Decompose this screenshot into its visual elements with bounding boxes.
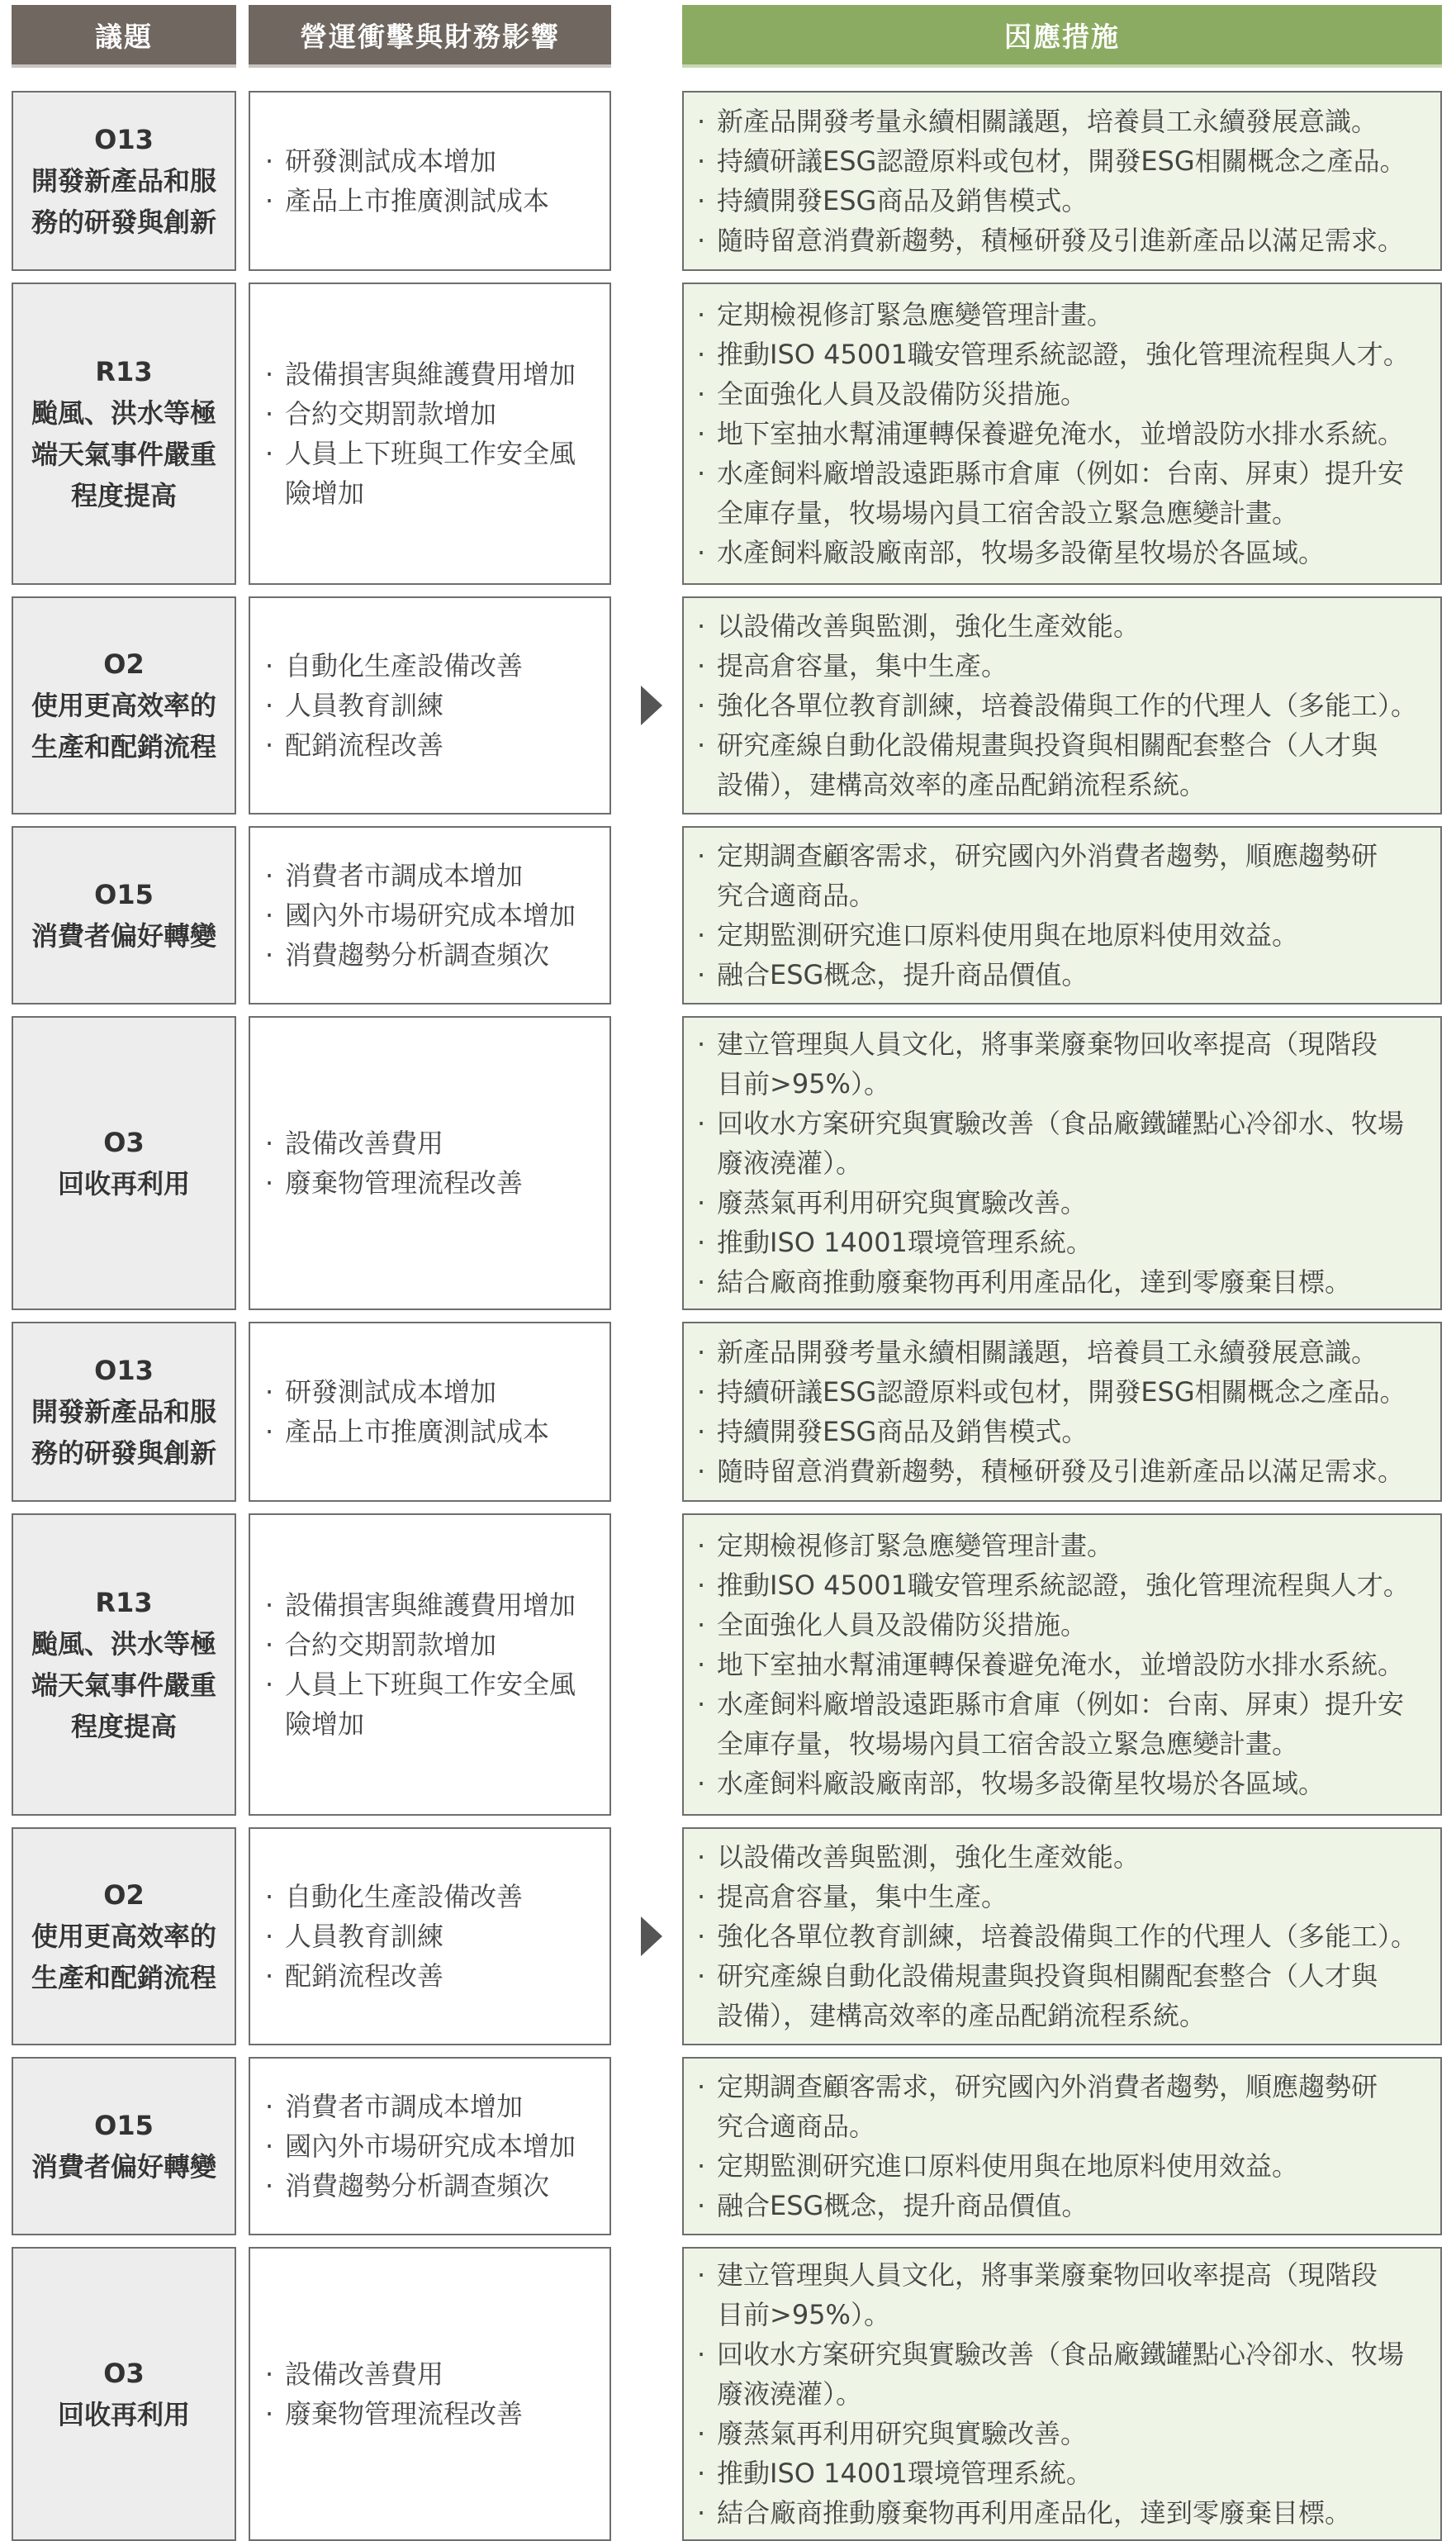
response-item: · 提高倉容量，集中生產。 bbox=[697, 646, 1429, 686]
impact-item: · 自動化生產設備改善 bbox=[265, 1877, 609, 1916]
impact-text: 配銷流程改善 bbox=[285, 1960, 444, 1992]
issue-title-line: 端天氣事件嚴重 bbox=[31, 1669, 216, 1701]
issue-title-line: 回收再利用 bbox=[57, 2399, 190, 2430]
impact-text: 消費者市調成本增加 bbox=[285, 2091, 524, 2122]
response-item: · 持續研議ESG認證原料或包材，開發ESG相關概念之產品。 bbox=[697, 141, 1429, 181]
impact-item: · 消費者市調成本增加 bbox=[265, 856, 609, 895]
impact-text: 人員教育訓練 bbox=[285, 690, 444, 721]
response-text: 推動ISO 45001職安管理系統認證，強化管理流程與人才。 bbox=[717, 1570, 1410, 1601]
response-text: 融合ESG概念，提升商品價值。 bbox=[717, 2190, 1088, 2221]
response-text: 提高倉容量，集中生產。 bbox=[717, 1881, 1008, 1912]
response-text: 隨時留意消費新趨勢，積極研發及引進新產品以滿足需求。 bbox=[717, 1456, 1405, 1487]
impact-item: · 人員教育訓練 bbox=[265, 686, 609, 725]
arrow-right-icon bbox=[641, 1916, 662, 1956]
response-item: · 新產品開發考量永續相關議題，培養員工永續發展意識。 bbox=[697, 102, 1429, 141]
table-row bbox=[0, 2057, 1456, 2235]
impact-item: · 設備損害與維護費用增加 bbox=[265, 1585, 609, 1625]
issue-title-line: 使用更高效率的 bbox=[31, 1921, 216, 1952]
impact-text: 自動化生產設備改善 bbox=[285, 1881, 524, 1912]
issue-title-line: 消費者偏好轉變 bbox=[31, 920, 216, 952]
impact-text: 產品上市推廣測試成本 bbox=[285, 185, 550, 216]
impact-item: · 合約交期罰款增加 bbox=[265, 394, 609, 434]
issue-title-line: 開發新產品和服 bbox=[31, 165, 216, 197]
impact-item: · 研發測試成本增加 bbox=[265, 141, 609, 181]
response-text: 隨時留意消費新趨勢，積極研發及引進新產品以滿足需求。 bbox=[717, 225, 1405, 256]
issue-cell bbox=[12, 2057, 236, 2235]
impact-item: · 廢棄物管理流程改善 bbox=[265, 2394, 609, 2434]
issue-title-line: 回收再利用 bbox=[57, 1168, 190, 1199]
response-item: · 提高倉容量，集中生產。 bbox=[697, 1877, 1429, 1916]
impact-text: 研發測試成本增加 bbox=[285, 145, 497, 177]
response-text: 建立管理與人員文化，將事業廢棄物回收率提高（現階段 目前>95%）。 bbox=[717, 2259, 1378, 2330]
response-text: 持續研議ESG認證原料或包材，開發ESG相關概念之產品。 bbox=[717, 1376, 1406, 1408]
response-item: · 水產飼料廠增設遠距縣市倉庫（例如：台南、屏東）提升安 全庫存量，牧場場內員工宿舍設立緊急應變計畫。 bbox=[697, 454, 1429, 533]
impact-text: 人員上下班與工作安全風 險增加 bbox=[285, 1669, 576, 1740]
impact-text: 消費者市調成本增加 bbox=[285, 860, 524, 891]
response-text: 結合廠商推動廢棄物再利用產品化，達到零廢棄目標。 bbox=[717, 2497, 1352, 2529]
response-text: 水產飼料廠增設遠距縣市倉庫（例如：台南、屏東）提升安 全庫存量，牧場場內員工宿舍設立緊急應變計畫。 bbox=[717, 458, 1405, 529]
impact-cell bbox=[249, 1016, 611, 1310]
response-item: · 水產飼料廠設廠南部，牧場多設衛星牧場於各區域。 bbox=[697, 533, 1429, 572]
impact-item: · 消費者市調成本增加 bbox=[265, 2087, 609, 2126]
issue-cell bbox=[12, 596, 236, 815]
impact-cell bbox=[249, 1322, 611, 1502]
impact-item: · 設備改善費用 bbox=[265, 2354, 609, 2394]
response-text: 建立管理與人員文化，將事業廢棄物回收率提高（現階段 目前>95%）。 bbox=[717, 1028, 1378, 1100]
response-text: 廢蒸氣再利用研究與實驗改善。 bbox=[717, 1187, 1088, 1218]
impact-item: · 人員上下班與工作安全風 險增加 bbox=[265, 1665, 609, 1744]
impact-text: 產品上市推廣測試成本 bbox=[285, 1416, 550, 1447]
impact-text: 合約交期罰款增加 bbox=[285, 398, 497, 430]
header-response: 因應措施 bbox=[682, 5, 1442, 68]
response-text: 持續開發ESG商品及銷售模式。 bbox=[717, 185, 1088, 216]
table-row bbox=[0, 826, 1456, 1005]
impact-item: · 自動化生產設備改善 bbox=[265, 646, 609, 686]
issue-code: O13 bbox=[94, 1355, 154, 1386]
response-text: 研究產線自動化設備規畫與投資與相關配套整合（人才與 設備），建構高效率的產品配銷流程系統。 bbox=[717, 729, 1378, 800]
issue-cell bbox=[12, 1513, 236, 1816]
response-text: 以設備改善與監測，強化生產效能。 bbox=[717, 610, 1141, 642]
response-text: 回收水方案研究與實驗改善（食品廠鐵罐點心冷卻水、牧場 廢液澆灌）。 bbox=[717, 2339, 1405, 2410]
response-cell bbox=[682, 1513, 1442, 1816]
impact-cell bbox=[249, 283, 611, 585]
response-item: · 結合廠商推動廢棄物再利用產品化，達到零廢棄目標。 bbox=[697, 1262, 1429, 1302]
impact-item: · 消費趨勢分析調查頻次 bbox=[265, 2166, 609, 2206]
response-item: · 以設備改善與監測，強化生產效能。 bbox=[697, 1837, 1429, 1877]
impact-cell bbox=[249, 1827, 611, 2045]
response-item: · 建立管理與人員文化，將事業廢棄物回收率提高（現階段 目前>95%）。 bbox=[697, 2255, 1429, 2334]
impact-cell bbox=[249, 826, 611, 1005]
impact-item: · 國內外市場研究成本增加 bbox=[265, 895, 609, 935]
issue-title-line: 務的研發與創新 bbox=[31, 1437, 216, 1469]
impact-text: 合約交期罰款增加 bbox=[285, 1629, 497, 1660]
impact-text: 設備改善費用 bbox=[285, 1128, 444, 1159]
response-cell bbox=[682, 1827, 1442, 2045]
impact-text: 研發測試成本增加 bbox=[285, 1376, 497, 1408]
issue-title-line: 程度提高 bbox=[70, 480, 177, 511]
response-text: 研究產線自動化設備規畫與投資與相關配套整合（人才與 設備），建構高效率的產品配銷流程系統。 bbox=[717, 1960, 1378, 2031]
issue-cell bbox=[12, 1827, 236, 2045]
response-item: · 地下室抽水幫浦運轉保養避免淹水，並增設防水排水系統。 bbox=[697, 414, 1429, 454]
impact-text: 國內外市場研究成本增加 bbox=[285, 900, 576, 931]
issue-title-line: 消費者偏好轉變 bbox=[31, 2151, 216, 2182]
response-text: 以設備改善與監測，強化生產效能。 bbox=[717, 1841, 1141, 1873]
issue-title-line: 開發新產品和服 bbox=[31, 1396, 216, 1427]
impact-text: 廢棄物管理流程改善 bbox=[285, 2398, 524, 2429]
issue-title-line: 生產和配銷流程 bbox=[31, 1962, 216, 1993]
response-item: · 全面強化人員及設備防災措施。 bbox=[697, 1605, 1429, 1645]
impact-text: 消費趨勢分析調查頻次 bbox=[285, 939, 550, 971]
response-text: 推動ISO 14001環境管理系統。 bbox=[717, 2458, 1093, 2489]
table-row bbox=[0, 2247, 1456, 2541]
impact-item: · 人員上下班與工作安全風 險增加 bbox=[265, 434, 609, 513]
impact-item: · 設備改善費用 bbox=[265, 1123, 609, 1163]
response-item: · 回收水方案研究與實驗改善（食品廠鐵罐點心冷卻水、牧場 廢液澆灌）。 bbox=[697, 2334, 1429, 2414]
impact-text: 配銷流程改善 bbox=[285, 729, 444, 761]
response-cell bbox=[682, 2247, 1442, 2541]
response-text: 強化各單位教育訓練，培養設備與工作的代理人（多能工）。 bbox=[717, 690, 1418, 721]
response-item: · 回收水方案研究與實驗改善（食品廠鐵罐點心冷卻水、牧場 廢液澆灌）。 bbox=[697, 1104, 1429, 1183]
issue-title-line: 生產和配銷流程 bbox=[31, 731, 216, 762]
issue-title-line: 務的研發與創新 bbox=[31, 207, 216, 238]
header-issue: 議題 bbox=[12, 5, 236, 68]
issue-cell bbox=[12, 91, 236, 271]
response-item: · 全面強化人員及設備防災措施。 bbox=[697, 374, 1429, 414]
impact-cell bbox=[249, 2247, 611, 2541]
issue-cell bbox=[12, 1016, 236, 1310]
impact-item: · 配銷流程改善 bbox=[265, 725, 609, 765]
response-text: 新產品開發考量永續相關議題，培養員工永續發展意識。 bbox=[717, 1337, 1378, 1368]
impact-item: · 合約交期罰款增加 bbox=[265, 1625, 609, 1665]
response-item: · 強化各單位教育訓練，培養設備與工作的代理人（多能工）。 bbox=[697, 1916, 1429, 1956]
impact-text: 人員教育訓練 bbox=[285, 1921, 444, 1952]
issue-title-line: 使用更高效率的 bbox=[31, 690, 216, 721]
issue-cell bbox=[12, 2247, 236, 2541]
issue-code: O3 bbox=[103, 2358, 145, 2389]
table-row bbox=[0, 91, 1456, 271]
response-text: 推動ISO 14001環境管理系統。 bbox=[717, 1227, 1093, 1258]
impact-text: 人員上下班與工作安全風 險增加 bbox=[285, 438, 576, 509]
issue-code: R13 bbox=[95, 1587, 153, 1618]
response-text: 定期調查顧客需求，研究國內外消費者趨勢，順應趨勢研 究合適商品。 bbox=[717, 2071, 1378, 2142]
table-row bbox=[0, 1322, 1456, 1502]
response-text: 定期檢視修訂緊急應變管理計畫。 bbox=[717, 1530, 1114, 1561]
table-row bbox=[0, 1827, 1456, 2045]
impact-item: · 國內外市場研究成本增加 bbox=[265, 2126, 609, 2166]
response-cell bbox=[682, 596, 1442, 815]
response-text: 新產品開發考量永續相關議題，培養員工永續發展意識。 bbox=[717, 106, 1378, 137]
response-item: · 融合ESG概念，提升商品價值。 bbox=[697, 955, 1429, 995]
response-item: · 新產品開發考量永續相關議題，培養員工永續發展意識。 bbox=[697, 1332, 1429, 1372]
response-text: 強化各單位教育訓練，培養設備與工作的代理人（多能工）。 bbox=[717, 1921, 1418, 1952]
table-row bbox=[0, 1513, 1456, 1816]
response-text: 水產飼料廠設廠南部，牧場多設衛星牧場於各區域。 bbox=[717, 537, 1326, 568]
response-text: 持續研議ESG認證原料或包材，開發ESG相關概念之產品。 bbox=[717, 145, 1406, 177]
response-item: · 廢蒸氣再利用研究與實驗改善。 bbox=[697, 2414, 1429, 2453]
response-cell bbox=[682, 826, 1442, 1005]
response-item: · 定期監測研究進口原料使用與在地原料使用效益。 bbox=[697, 2146, 1429, 2186]
issue-code: O3 bbox=[103, 1127, 145, 1158]
issue-code: O13 bbox=[94, 124, 154, 155]
response-text: 全面強化人員及設備防災措施。 bbox=[717, 1609, 1088, 1641]
response-text: 地下室抽水幫浦運轉保養避免淹水，並增設防水排水系統。 bbox=[717, 418, 1405, 449]
issue-title-line: 颱風、洪水等極 bbox=[31, 397, 216, 429]
response-text: 水產飼料廠設廠南部，牧場多設衛星牧場於各區域。 bbox=[717, 1768, 1326, 1799]
header-impact: 營運衝擊與財務影響 bbox=[249, 5, 611, 68]
response-item: · 強化各單位教育訓練，培養設備與工作的代理人（多能工）。 bbox=[697, 686, 1429, 725]
issue-code: R13 bbox=[95, 356, 153, 387]
impact-text: 自動化生產設備改善 bbox=[285, 650, 524, 682]
response-item: · 以設備改善與監測，強化生產效能。 bbox=[697, 606, 1429, 646]
response-item: · 推動ISO 14001環境管理系統。 bbox=[697, 1223, 1429, 1262]
response-item: · 持續開發ESG商品及銷售模式。 bbox=[697, 1412, 1429, 1451]
response-item: · 定期檢視修訂緊急應變管理計畫。 bbox=[697, 1526, 1429, 1565]
issue-cell bbox=[12, 283, 236, 585]
impact-item: · 人員教育訓練 bbox=[265, 1916, 609, 1956]
response-text: 全面強化人員及設備防災措施。 bbox=[717, 378, 1088, 410]
impact-cell bbox=[249, 1513, 611, 1816]
issue-code: O15 bbox=[94, 2110, 154, 2141]
issue-title-line: 端天氣事件嚴重 bbox=[31, 439, 216, 470]
impact-text: 廢棄物管理流程改善 bbox=[285, 1167, 524, 1199]
impact-item: · 廢棄物管理流程改善 bbox=[265, 1163, 609, 1203]
issue-code: O15 bbox=[94, 879, 154, 910]
response-cell bbox=[682, 2057, 1442, 2235]
impact-item: · 產品上市推廣測試成本 bbox=[265, 1412, 609, 1451]
response-cell bbox=[682, 283, 1442, 585]
impact-item: · 設備損害與維護費用增加 bbox=[265, 354, 609, 394]
response-item: · 研究產線自動化設備規畫與投資與相關配套整合（人才與 設備），建構高效率的產品配銷流程系統。 bbox=[697, 1956, 1429, 2035]
response-item: · 融合ESG概念，提升商品價值。 bbox=[697, 2186, 1429, 2225]
response-item: · 建立管理與人員文化，將事業廢棄物回收率提高（現階段 目前>95%）。 bbox=[697, 1024, 1429, 1104]
impact-text: 消費趨勢分析調查頻次 bbox=[285, 2170, 550, 2201]
response-item: · 持續研議ESG認證原料或包材，開發ESG相關概念之產品。 bbox=[697, 1372, 1429, 1412]
response-item: · 研究產線自動化設備規畫與投資與相關配套整合（人才與 設備），建構高效率的產品配銷流程系統。 bbox=[697, 725, 1429, 805]
issue-code: O2 bbox=[103, 648, 145, 680]
impact-text: 設備損害與維護費用增加 bbox=[285, 1589, 576, 1621]
impact-item: · 消費趨勢分析調查頻次 bbox=[265, 935, 609, 975]
response-text: 水產飼料廠增設遠距縣市倉庫（例如：台南、屏東）提升安 全庫存量，牧場場內員工宿舍設立緊急應變計畫。 bbox=[717, 1688, 1405, 1760]
response-text: 結合廠商推動廢棄物再利用產品化，達到零廢棄目標。 bbox=[717, 1266, 1352, 1298]
issue-cell bbox=[12, 826, 236, 1005]
response-text: 定期檢視修訂緊急應變管理計畫。 bbox=[717, 299, 1114, 330]
response-cell bbox=[682, 91, 1442, 271]
response-item: · 隨時留意消費新趨勢，積極研發及引進新產品以滿足需求。 bbox=[697, 221, 1429, 260]
response-item: · 水產飼料廠設廠南部，牧場多設衛星牧場於各區域。 bbox=[697, 1764, 1429, 1803]
impact-text: 設備損害與維護費用增加 bbox=[285, 359, 576, 390]
response-cell bbox=[682, 1016, 1442, 1310]
response-text: 廢蒸氣再利用研究與實驗改善。 bbox=[717, 2418, 1088, 2449]
response-text: 持續開發ESG商品及銷售模式。 bbox=[717, 1416, 1088, 1447]
issue-title-line: 程度提高 bbox=[70, 1711, 177, 1742]
response-item: · 結合廠商推動廢棄物再利用產品化，達到零廢棄目標。 bbox=[697, 2493, 1429, 2533]
impact-item: · 研發測試成本增加 bbox=[265, 1372, 609, 1412]
response-item: · 推動ISO 45001職安管理系統認證，強化管理流程與人才。 bbox=[697, 335, 1429, 374]
response-text: 定期調查顧客需求，研究國內外消費者趨勢，順應趨勢研 究合適商品。 bbox=[717, 840, 1378, 911]
response-item: · 定期調查顧客需求，研究國內外消費者趨勢，順應趨勢研 究合適商品。 bbox=[697, 2067, 1429, 2146]
response-text: 定期監測研究進口原料使用與在地原料使用效益。 bbox=[717, 2150, 1299, 2182]
impact-item: · 產品上市推廣測試成本 bbox=[265, 181, 609, 221]
response-text: 回收水方案研究與實驗改善（食品廠鐵罐點心冷卻水、牧場 廢液澆灌）。 bbox=[717, 1108, 1405, 1179]
impact-cell bbox=[249, 596, 611, 815]
impact-text: 國內外市場研究成本增加 bbox=[285, 2130, 576, 2162]
table-row bbox=[0, 596, 1456, 815]
response-item: · 地下室抽水幫浦運轉保養避免淹水，並增設防水排水系統。 bbox=[697, 1645, 1429, 1684]
response-text: 推動ISO 45001職安管理系統認證，強化管理流程與人才。 bbox=[717, 339, 1410, 370]
response-item: · 定期調查顧客需求，研究國內外消費者趨勢，順應趨勢研 究合適商品。 bbox=[697, 836, 1429, 915]
response-item: · 推動ISO 14001環境管理系統。 bbox=[697, 2453, 1429, 2493]
table-row bbox=[0, 283, 1456, 585]
response-text: 定期監測研究進口原料使用與在地原料使用效益。 bbox=[717, 919, 1299, 951]
response-item: · 定期監測研究進口原料使用與在地原料使用效益。 bbox=[697, 915, 1429, 955]
response-item: · 廢蒸氣再利用研究與實驗改善。 bbox=[697, 1183, 1429, 1223]
response-item: · 水產飼料廠增設遠距縣市倉庫（例如：台南、屏東）提升安 全庫存量，牧場場內員工宿舍設立緊急應變計畫。 bbox=[697, 1684, 1429, 1764]
response-item: · 推動ISO 45001職安管理系統認證，強化管理流程與人才。 bbox=[697, 1565, 1429, 1605]
issue-title-line: 颱風、洪水等極 bbox=[31, 1628, 216, 1660]
issue-cell bbox=[12, 1322, 236, 1502]
impact-cell bbox=[249, 2057, 611, 2235]
response-item: · 持續開發ESG商品及銷售模式。 bbox=[697, 181, 1429, 221]
table-row bbox=[0, 1016, 1456, 1310]
response-item: · 定期檢視修訂緊急應變管理計畫。 bbox=[697, 295, 1429, 335]
arrow-right-icon bbox=[641, 686, 662, 725]
response-text: 融合ESG概念，提升商品價值。 bbox=[717, 959, 1088, 990]
response-cell bbox=[682, 1322, 1442, 1502]
impact-cell bbox=[249, 91, 611, 271]
impact-text: 設備改善費用 bbox=[285, 2358, 444, 2390]
impact-item: · 配銷流程改善 bbox=[265, 1956, 609, 1996]
response-text: 地下室抽水幫浦運轉保養避免淹水，並增設防水排水系統。 bbox=[717, 1649, 1405, 1680]
response-item: · 隨時留意消費新趨勢，積極研發及引進新產品以滿足需求。 bbox=[697, 1451, 1429, 1491]
issue-code: O2 bbox=[103, 1879, 145, 1911]
response-text: 提高倉容量，集中生產。 bbox=[717, 650, 1008, 682]
